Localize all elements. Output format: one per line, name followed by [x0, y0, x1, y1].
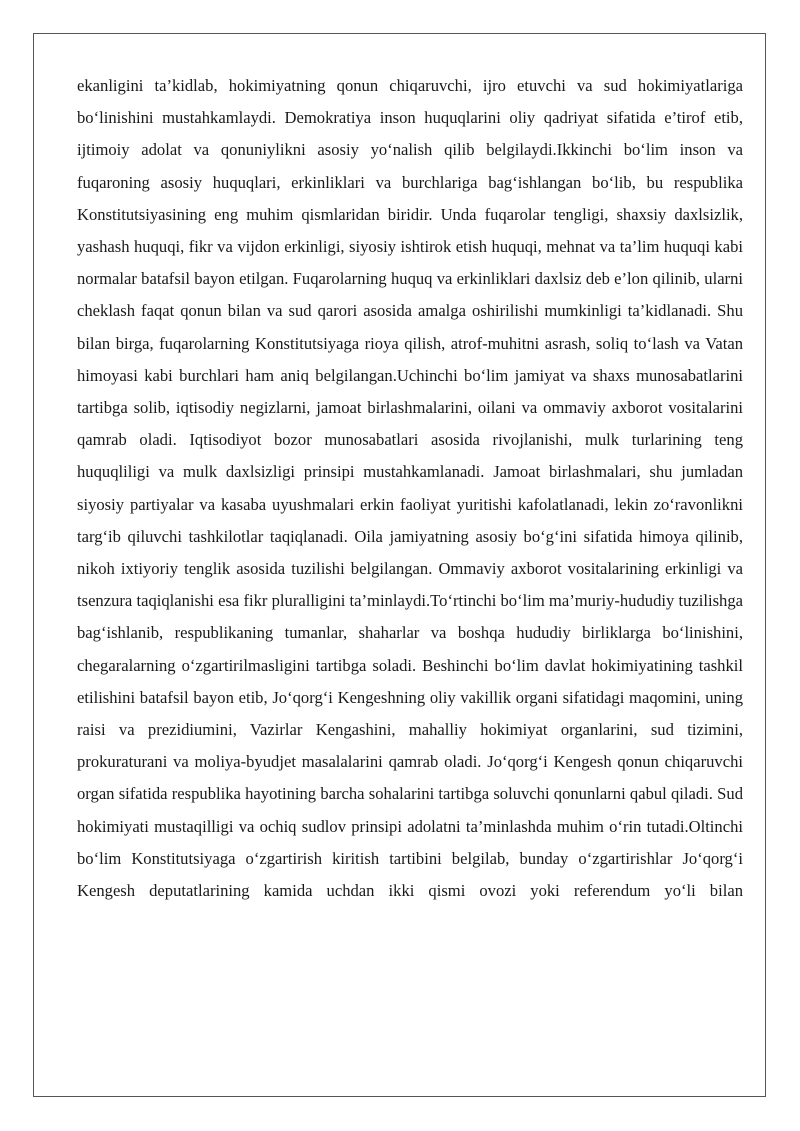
body-paragraph: ekanligini ta’kidlab, hokimiyatning qonun chiqaruvchi, ijro etuvchi va sud hokimiyatlariga bo‘linishini mustahkamlaydi. Demokratiya inson huquqlarini oliy qadriyat sifatida e’tirof etib, ijtimoiy adolat va qonuniylikni asosiy yo‘nalish qilib belgilaydi.Ikkinchi bo‘lim inson va fuqaroning asosiy huquqlari, erkinliklari va burchlariga bag‘ishlangan bo‘lib, bu respublika Konstitutsiyasining eng muhim qismlaridan biridir. Unda fuqarolar tengligi, shaxsiy daxlsizlik, yashash huquqi, fikr va vijdon erkinligi, siyosiy ishtirok etish huquqi, mehnat va ta’lim huquqi kabi normalar batafsil bayon etilgan. Fuqarolarning huquq va erkinliklari daxlsiz deb e’lon qilinib, ularni cheklash faqat qonun bilan va sud qarori asosida amalga oshirilishi mumkinligi ta’kidlanadi. Shu bilan birga, fuqarolarning Konstitutsiyaga rioya qilish, atrof-muhitni asrash, soliq to‘lash va Vatan himoyasi kabi burchlari ham aniq belgilangan.Uchinchi bo‘lim jamiyat va shaxs munosabatlarini tartibga solib, iqtisodiy negizlarni, jamoat birlashmalarini, oilani va ommaviy axborot vositalarini qamrab oladi. Iqtisodiyot bozor munosabatlari asosida rivojlanishi, mulk turlarining teng huquqliligi va mulk daxlsizligi prinsipi mustahkamlanadi. Jamoat birlashmalari, shu jumladan siyosiy partiyalar va kasaba uyushmalari erkin faoliyat yuritishi kafolatlanadi, lekin zo‘ravonlikni targ‘ib qiluvchi tashkilotlar taqiqlanadi. Oila jamiyatning asosiy bo‘g‘ini sifatida himoya qilinib, nikoh ixtiyoriy tenglik asosida tuzilishi belgilangan. Ommaviy axborot vositalarining erkinligi va tsenzura taqiqlanishi esa fikr pluralligini ta’minlaydi.To‘rtinchi bo‘lim ma’muriy-hududiy tuzilishga bag‘ishlanib, respublikaning tumanlar, shaharlar va boshqa hududiy birliklarga bo‘linishini, chegaralarning o‘zgartirilmasligini tartibga soladi. Beshinchi bo‘lim davlat hokimiyatining tashkil etilishini batafsil bayon etib, Jo‘qorg‘i Kengeshning oliy vakillik organi sifatidagi maqomini, uning raisi va prezidiumini, Vazirlar Kengashini, mahalliy hokimiyat organlarini, sud tizimini, prokuraturani va moliya-byudjet masalalarini qamrab oladi. Jo‘qorg‘i Kengesh qonun chiqaruvchi organ sifatida respublika hayotining barcha sohalarini tartibga soluvchi qonunlarni qabul qiladi. Sud hokimiyati mustaqilligi va ochiq sudlov prinsipi adolatni ta’minlashda muhim o‘rin tutadi.Oltinchi bo‘lim Konstitutsiyaga o‘zgartirish kiritish tartibini belgilab, bunday o‘zgartirishlar Jo‘qorg‘i Kengesh deputatlarining kamida uchdan ikki qismi ovozi yoki referendum yo‘li bilan — [77, 76, 743, 901]
document-body — [77, 70, 743, 907]
